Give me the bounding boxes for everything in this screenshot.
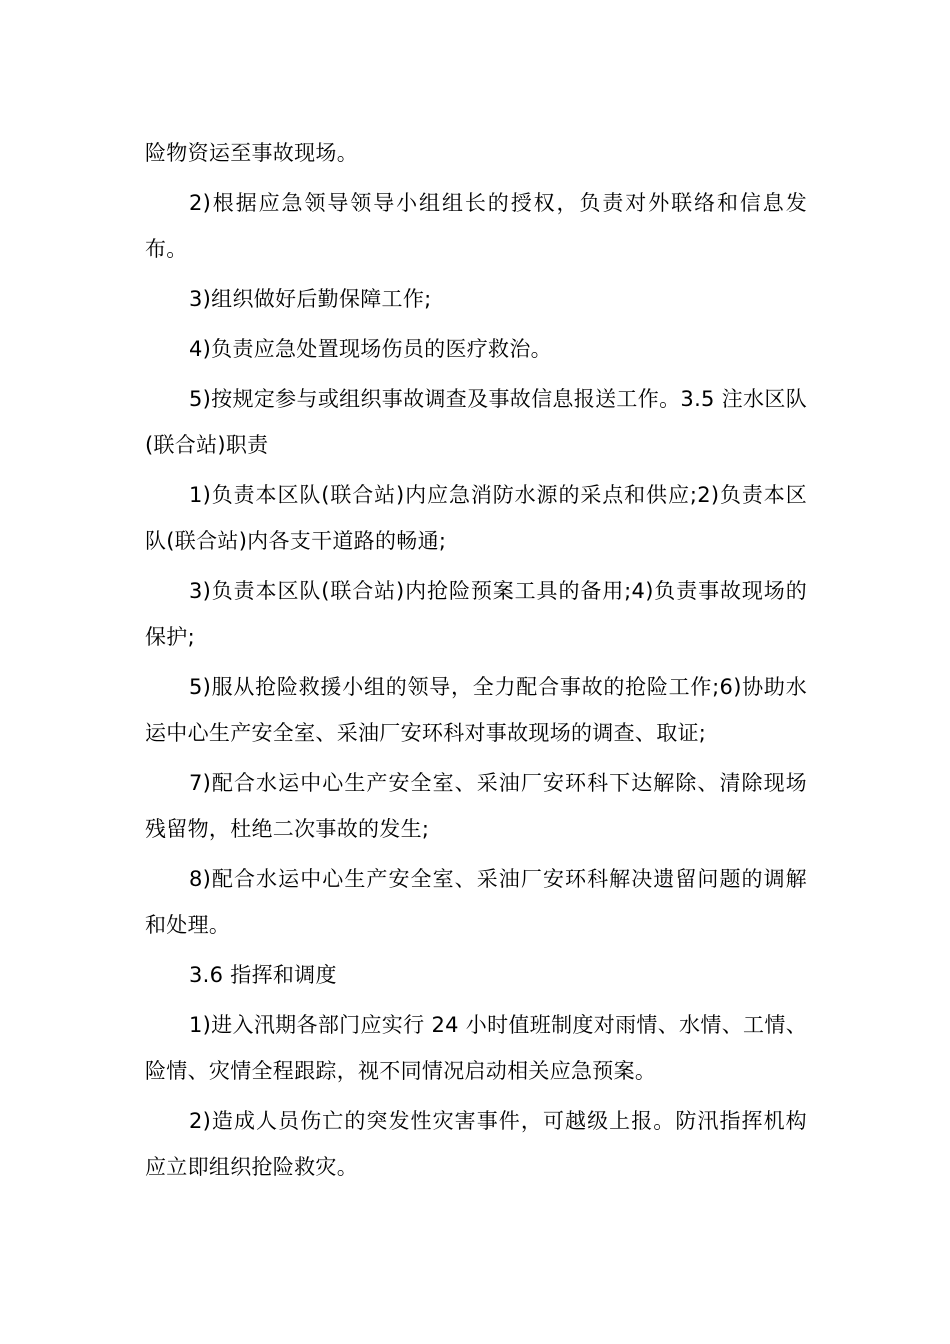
document-body — [145, 130, 807, 1194]
paragraph-4: 4)负责应急处置现场伤员的医疗救治。 — [189, 337, 552, 361]
paragraph-1: 险物资运至事故现场。 — [145, 141, 358, 165]
paragraph-9: 7)配合水运中心生产安全室、采油厂安环科下达解除、清除现场残留物，杜绝二次事故的发生; — [145, 771, 807, 841]
paragraph-6: 1)负责本区队(联合站)内应急消防水源的采点和供应;2)负责本区队(联合站)内各支干道路的畅通; — [145, 483, 807, 553]
paragraph-5: 5)按规定参与或组织事故调查及事故信息报送工作。3.5 注水区队(联合站)职责 — [145, 387, 807, 457]
paragraph-12: 1)进入汛期各部门应实行 24 小时值班制度对雨情、水情、工情、险情、灾情全程跟踪，视不同情况启动相关应急预案。 — [145, 1013, 807, 1083]
paragraph-3: 3)组织做好后勤保障工作; — [189, 287, 432, 311]
section-heading-3-6: 3.6 指挥和调度 — [189, 963, 337, 987]
paragraph-7: 3)负责本区队(联合站)内抢险预案工具的备用;4)负责事故现场的保护; — [145, 579, 807, 649]
paragraph-13: 2)造成人员伤亡的突发性灾害事件，可越级上报。防汛指挥机构应立即组织抢险救灾。 — [145, 1109, 807, 1179]
paragraph-2: 2)根据应急领导领导小组组长的授权，负责对外联络和信息发布。 — [145, 191, 807, 261]
paragraph-8: 5)服从抢险救援小组的领导，全力配合事故的抢险工作;6)协助水运中心生产安全室、采油厂安环科对事故现场的调查、取证; — [145, 675, 807, 745]
paragraph-10: 8)配合水运中心生产安全室、采油厂安环科解决遗留问题的调解和处理。 — [145, 867, 807, 937]
